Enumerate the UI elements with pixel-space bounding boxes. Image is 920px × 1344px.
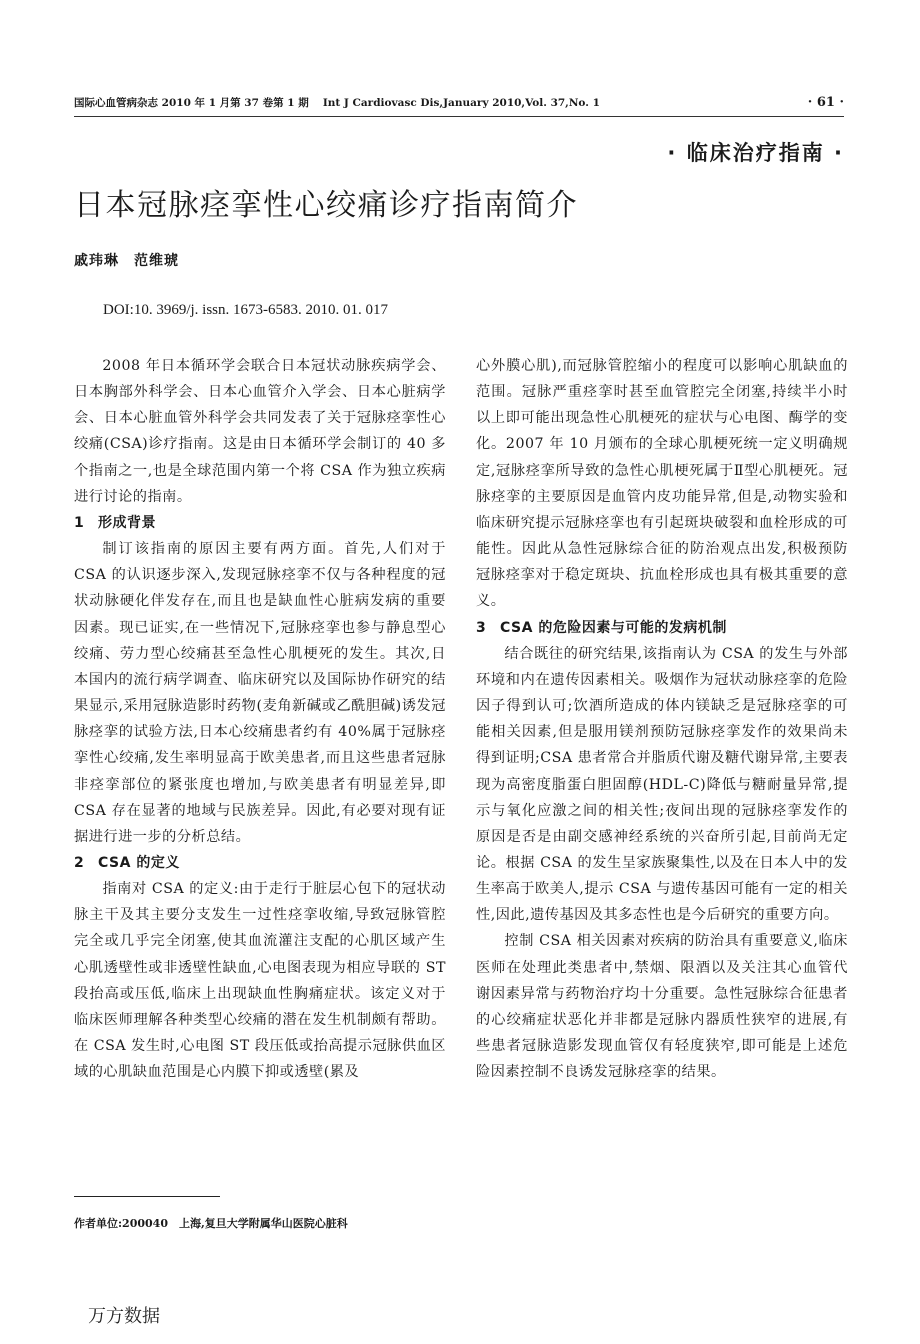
footnote-rule: [74, 1196, 220, 1197]
section-heading-3: [476, 615, 848, 641]
section-1-paragraph: 制订该指南的原因主要有两方面。首先,人们对于 CSA 的认识逐步深入,发现冠脉痉挛不仅与各种程度的冠状动脉硬化伴发存在,而且也是缺血性心脏病发病的重要因素。现已证实,在一些情况下,冠脉痉挛也参与静息型心绞痛、劳力型心绞痛甚至急性心肌梗死的发生。其次,日本国内的流行病学调查、临床研究以及国际协作研究的结果显示,采用冠脉造影时药物(麦角新碱或乙酰胆碱)诱发冠脉痉挛的试验方法,日本心绞痛患者约有 40%属于冠脉痉挛性心绞痛,发生率明显高于欧美患者,而且这些患者冠脉非痉挛部位的紧张度也增加,与欧美患者有明显差异,即 CSA 存在显著的地域与民族差异。因此,有必要对现有证据进行进一步的分析总结。: [74, 541, 446, 845]
intro-paragraph: 2008 年日本循环学会联合日本冠状动脉疾病学会、日本胸部外科学会、日本心血管介入学会、日本心脏病学会、日本心脏血管外科学会共同发表了关于冠脉痉挛性心绞痛(CSA)诊疗指南。这是由日本循环学会制订的 40 多个指南之一,也是全球范围内第一个将 CSA 作为独立疾病进行讨论的指南。: [74, 358, 446, 505]
authors: 戚玮琳 范维琥: [74, 253, 179, 269]
section-number: 2: [74, 854, 85, 871]
section-heading-1: [74, 510, 446, 536]
section-heading-2: [74, 850, 446, 876]
section-title: 形成背景: [98, 514, 156, 531]
journal-citation: 国际心血管病杂志 2010 年 1 月第 37 卷第 1 期 Int J Cardiovasc Dis,January 2010,Vol. 37,No. 1: [74, 97, 600, 109]
section-label: · 临床治疗指南 ·: [667, 141, 844, 165]
article-title: 日本冠脉痉挛性心绞痛诊疗指南简介: [74, 188, 578, 223]
section-3-paragraph-2: 控制 CSA 相关因素对疾病的防治具有重要意义,临床医师在处理此类患者中,禁烟、限酒以及关注其心血管代谢因素异常与药物治疗均十分重要。急性冠脉综合征患者的心绞痛症状恶化并非都是冠脉内器质性狭窄的进展,有些患者冠脉造影发现血管仅有轻度狭窄,即可能是上述危险因素控制不良诱发冠脉痉挛的结果。: [476, 933, 848, 1081]
section-number: 3: [476, 619, 487, 636]
page-number: · 61 ·: [807, 95, 844, 110]
section-2-continuation: 心外膜心肌),而冠脉管腔缩小的程度可以影响心肌缺血的范围。冠脉严重痉挛时甚至血管腔完全闭塞,持续半小时以上即可能出现急性心肌梗死的症状与心电图、酶学的变化。2007 年 10 月颁布的全球心肌梗死统一定义明确规定,冠脉痉挛所导致的急性心肌梗死属于Ⅱ型心肌梗死。冠脉痉挛的主要原因是血管内皮功能异常,但是,动物实验和临床研究提示冠脉痉挛也有引起斑块破裂和血栓形成的可能性。因此从急性冠脉综合征的防治观点出发,积极预防冠脉痉挛对于稳定斑块、抗血栓形成也具有极其重要的意义。: [476, 358, 848, 610]
section-3-paragraph-1: 结合既往的研究结果,该指南认为 CSA 的发生与外部环境和内在遗传因素相关。吸烟作为冠状动脉痉挛的危险因子得到认可;饮酒所造成的体内镁缺乏是冠脉痉挛的可能相关因素,但是服用镁剂预防冠脉痉挛发作的效果尚未得到证明;CSA 患者常合并脂质代谢及糖代谢异常,主要表现为高密度脂蛋白胆固醇(HDL-C)降低与糖耐量异常,提示与氧化应激之间的相关性;夜间出现的冠脉痉挛发作的原因是否是由副交感神经系统的兴奋所引起,目前尚无定论。根据 CSA 的发生呈家族聚集性,以及在日本人中的发生率高于欧美人,提示 CSA 与遗传基因可能有一定的相关性,因此,遗传基因及其多态性也是今后研究的重要方向。: [476, 645, 848, 924]
doi: DOI:10. 3969/j. issn. 1673-6583. 2010. 01. 017: [103, 302, 388, 318]
section-title: CSA 的危险因素与可能的发病机制: [500, 619, 727, 636]
author-affiliation: 作者单位:200040 上海,复旦大学附属华山医院心脏科: [74, 1217, 348, 1230]
section-2-paragraph: 指南对 CSA 的定义:由于走行于脏层心包下的冠状动脉主干及其主要分支发生一过性痉挛收缩,导致冠脉管腔完全或几乎完全闭塞,使其血流灌注支配的心肌区域产生心肌透壁性或非透壁性缺血,心电图表现为相应导联的 ST 段抬高或压低,临床上出现缺血性胸痛症状。该定义对于临床医师理解各种类型心绞痛的潜在发生机制颇有帮助。在 CSA 发生时,心电图 ST 段压低或抬高提示冠脉供血区域的心肌缺血范围是心内膜下抑或透壁(累及: [74, 881, 446, 1081]
header-rule: [74, 116, 844, 117]
watermark: 万方数据: [88, 1306, 160, 1327]
left-column: [74, 353, 446, 1085]
right-column: [476, 353, 848, 1085]
running-header: [74, 95, 844, 113]
section-title: CSA 的定义: [98, 854, 180, 871]
section-number: 1: [74, 514, 85, 531]
